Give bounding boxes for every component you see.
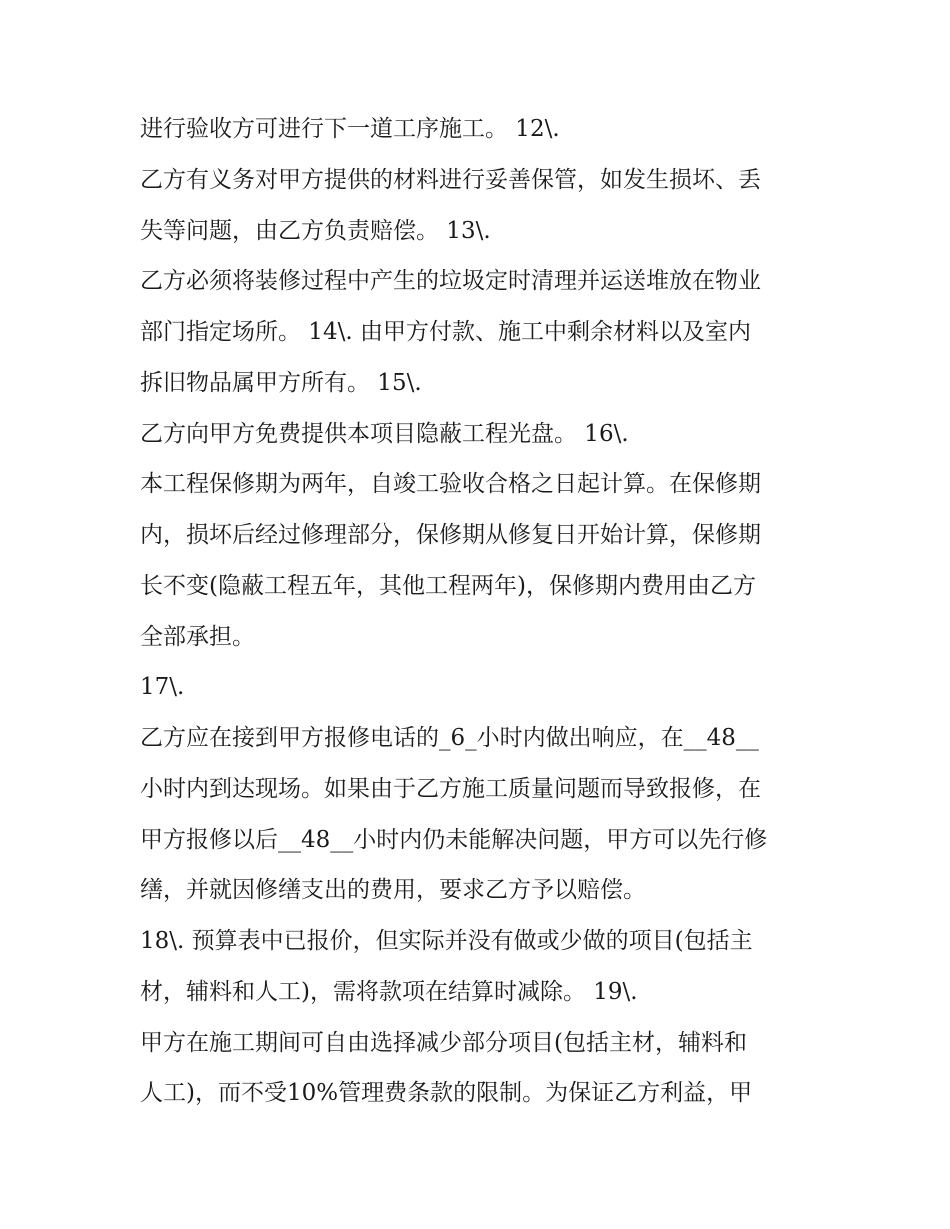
text-line: 部门指定场所。 14\. 由甲方付款、施工中剩余材料以及室内: [140, 319, 751, 345]
text-line: 全部承担。: [140, 623, 255, 650]
text-line: 乙方有义务对甲方提供的材料进行妥善保管，如发生损坏、丢: [140, 166, 761, 193]
contract-text: [140, 104, 830, 1119]
text-line: 甲方报修以后__48__小时内仍未能解决问题，甲方可以先行修: [140, 826, 768, 853]
text-line: 长不变(隐蔽工程五年，其他工程两年)，保修期内费用由乙方: [140, 572, 756, 599]
text-line: 18\. 预算表中已报价，但实际并没有做或少做的项目(包括主: [140, 928, 753, 954]
text-line: 小时内到达现场。如果由于乙方施工质量问题而导致报修，在: [140, 775, 761, 802]
text-line: 乙方必须将装修过程中产生的垃圾定时清理并运送堆放在物业: [140, 268, 761, 295]
text-line: 失等问题，由乙方负责赔偿。 13\.: [140, 217, 491, 244]
text-line: 进行验收方可进行下一道工序施工。 12\.: [140, 116, 560, 142]
text-line: 乙方向甲方免费提供本项目隐蔽工程光盘。 16\.: [140, 420, 629, 447]
text-line: 甲方在施工期间可自由选择减少部分项目(包括主材，辅料和: [140, 1029, 747, 1056]
text-line: 乙方应在接到甲方报修电话的_6_小时内做出响应，在__48__: [140, 725, 759, 751]
text-line: 缮，并就因修缮支出的费用，要求乙方予以赔偿。: [140, 877, 646, 904]
text-line: 拆旧物品属甲方所有。 15\.: [140, 369, 422, 396]
text-line: 内，损坏后经过修理部分，保修期从修复日开始计算，保修期: [140, 522, 761, 548]
text-line: 人工)，而不受10%管理费条款的限制。为保证乙方利益，甲: [140, 1080, 753, 1107]
text-line: 材，辅料和人工)，需将款项在结算时减除。 19\.: [140, 978, 638, 1005]
text-line: 17\.: [140, 674, 185, 701]
text-line: 本工程保修期为两年，自竣工验收合格之日起计算。在保修期: [140, 471, 761, 498]
